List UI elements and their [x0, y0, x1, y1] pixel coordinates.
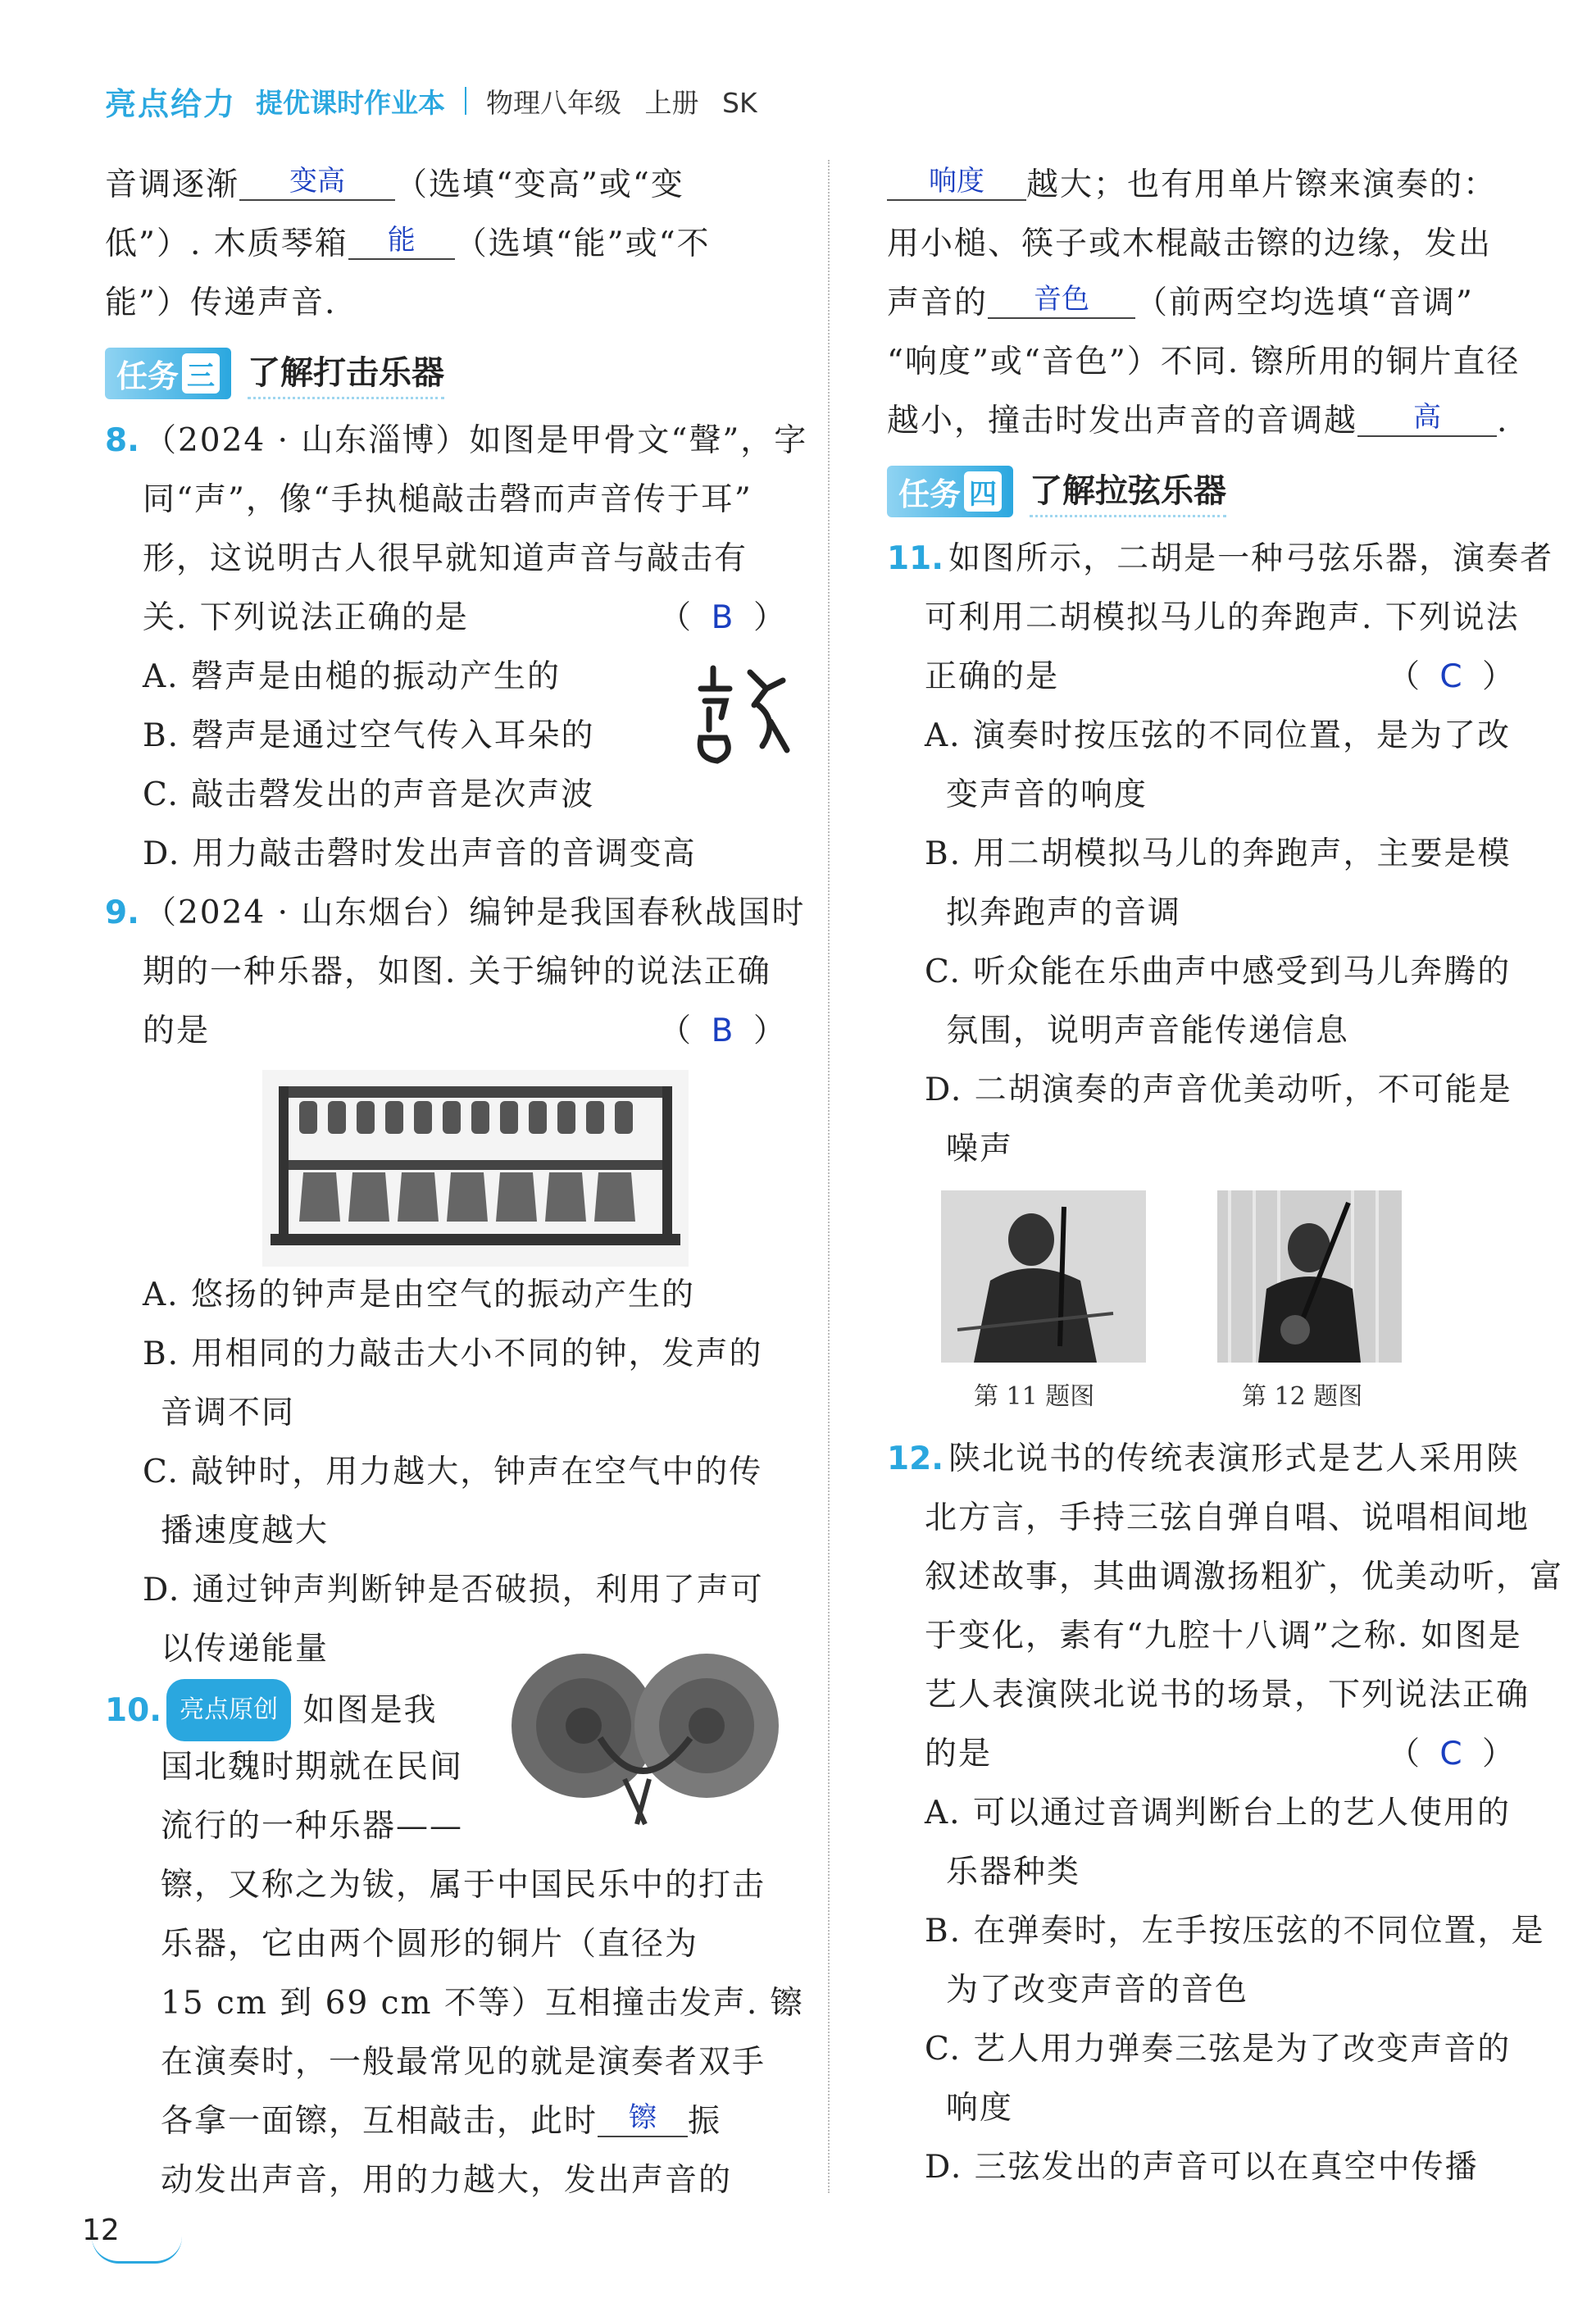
q10-stem-cont: “响度”或“音色”）不同. 镲所用的铜片直径: [887, 344, 1521, 380]
q8-stem: 8. （2024 · 山东淄博）如图是甲骨文“聲”，字: [105, 422, 808, 459]
answer-bracket: （ C ）: [1388, 648, 1514, 707]
q10-stem: 国北魏时期就在民间: [161, 1749, 464, 1786]
q10-stem: 动发出声音，用的力越大，发出声音的: [161, 2162, 733, 2199]
option: A. 悠扬的钟声是由空气的振动产生的: [143, 1276, 695, 1313]
q11-stem: 正确的是 （ C ）: [887, 648, 1514, 707]
answer-bracket: （ B ）: [659, 589, 785, 648]
q10-stem: 镲，又称之为钹，属于中国民乐中的打击: [161, 1867, 766, 1904]
task-header-4: [887, 456, 1514, 526]
question-number: 8.: [105, 422, 139, 459]
q10-stem: 乐器，它由两个圆形的铜片（直径为: [161, 1926, 699, 1963]
q8-stem: 关. 下列说法正确的是 （ B ）: [105, 589, 785, 648]
q8-stem: 形，这说明古人很早就知道声音与敲击有: [143, 540, 748, 577]
answer-blank[interactable]: 高: [1357, 399, 1497, 437]
option: 氛围，说明声音能传递信息: [946, 1012, 1350, 1049]
q12-stem: 的是 （ C ）: [887, 1725, 1514, 1784]
option: 以传递能量: [161, 1631, 330, 1668]
q12-stem: 北方言，手持三弦自弹自唱、说唱相间地: [925, 1499, 1530, 1536]
option: 变声音的响度: [946, 776, 1148, 813]
answer-blank[interactable]: 能: [348, 222, 455, 260]
brand-logo: 亮点给力: [105, 85, 237, 122]
option: 乐器种类: [946, 1854, 1081, 1891]
task-title: 了解拉弦乐器: [1030, 465, 1226, 517]
task-header-3: [105, 338, 785, 408]
figure-caption: 第 12 题图: [1242, 1382, 1363, 1411]
sanxian-photo: [1217, 1190, 1402, 1363]
page-number: 12: [82, 2214, 120, 2247]
answer-blank[interactable]: 变高: [239, 163, 395, 201]
option: D. 通过钟声判断钟是否破损，利用了声可: [143, 1572, 764, 1609]
q12-stem: 叙述故事，其曲调激扬粗犷，优美动听，富: [925, 1559, 1564, 1595]
option: D. 二胡演奏的声音优美动听，不可能是: [925, 1072, 1512, 1108]
q11-stem: 可利用二胡模拟马儿的奔跑声. 下列说法: [925, 599, 1520, 636]
option: C. 敲钟时，用力越大，钟声在空气中的传: [143, 1454, 763, 1490]
answer-bracket: （ B ）: [659, 1002, 785, 1061]
q10-stem-cont: 越小，撞击时发出声音的音调越 高 .: [887, 401, 1509, 439]
question-number: 11.: [887, 540, 944, 577]
original-tag: 亮点原创: [166, 1679, 291, 1741]
option: C. 听众能在乐曲声中感受到马儿奔腾的: [925, 953, 1512, 990]
task-badge: 任务 四: [887, 466, 1013, 517]
book-info: 物理八年级 上册 SK: [486, 86, 757, 119]
option: 播速度越大: [161, 1513, 330, 1549]
bianzhong-figure: [262, 1070, 689, 1267]
option: D. 用力敲击磬时发出声音的音调变高: [143, 835, 697, 872]
option: C. 艺人用力弹奏三弦是为了改变声音的: [925, 2031, 1512, 2068]
option: B. 磬声是通过空气传入耳朵的: [143, 717, 595, 754]
answer-blank[interactable]: 音色: [988, 281, 1135, 319]
option: 响度: [946, 2090, 1014, 2127]
question-number: 9.: [105, 894, 139, 931]
intro-line-3: 能”）传递声音.: [105, 284, 337, 321]
q9-stem: 的是 （ B ）: [105, 1002, 785, 1061]
q12-answer[interactable]: C: [1439, 1736, 1462, 1772]
right-column: [887, 156, 1564, 2197]
q12-stem: 艺人表演陕北说书的场景，下列说法正确: [925, 1677, 1530, 1713]
q8-stem: 同“声”，像“手执槌敲击磬而声音传于耳”: [143, 481, 753, 518]
q10-stem: 10. 亮点原创 如图是我: [105, 1679, 785, 1738]
q11-stem: 11. 如图所示，二胡是一种弓弦乐器，演奏者: [887, 540, 1554, 577]
q9-stem: 9. （2024 · 山东烟台）编钟是我国春秋战国时: [105, 894, 806, 931]
cymbals-figure: [502, 1648, 789, 1828]
q10-stem-cont: 用小槌、筷子或木棍敲击镲的边缘，发出: [887, 225, 1493, 262]
q9-answer[interactable]: B: [711, 1012, 734, 1049]
q10-stem: 15 cm 到 69 cm 不等）互相撞击发声. 镲: [161, 1985, 804, 2022]
q9-stem: 期的一种乐器，如图. 关于编钟的说法正确: [143, 953, 771, 990]
option: 为了改变声音的音色: [946, 1972, 1249, 2009]
page-number-decoration: [92, 2237, 182, 2264]
q8-answer[interactable]: B: [711, 599, 734, 636]
q11-answer[interactable]: C: [1439, 658, 1462, 695]
option: A. 磬声是由槌的振动产生的: [143, 658, 561, 695]
header-divider: [465, 87, 466, 115]
q12-stem: 12. 陕北说书的传统表演形式是艺人采用陕: [887, 1440, 1521, 1477]
q10-stem-cont: 响度 越大；也有用单片镲来演奏的：: [887, 156, 1514, 215]
oracle-bone-character-figure: [689, 656, 795, 771]
option: 音调不同: [161, 1395, 296, 1431]
option: 拟奔跑声的音调: [946, 894, 1182, 931]
option: B. 用相同的力敲击大小不同的钟，发声的: [143, 1336, 763, 1372]
option: A. 可以通过音调判断台上的艺人使用的: [925, 1795, 1511, 1832]
option: B. 在弹奏时，左手按压弦的不同位置，是: [925, 1913, 1545, 1950]
question-number: 10.: [105, 1692, 162, 1729]
option: C. 敲击磬发出的声音是次声波: [143, 776, 595, 813]
erhu-photo: [941, 1190, 1146, 1363]
task-badge: 任务 三: [105, 348, 231, 399]
q10-stem: 在演奏时，一般最常见的就是演奏者双手: [161, 2044, 766, 2081]
answer-bracket: （ C ）: [1388, 1725, 1514, 1784]
answer-blank[interactable]: 镲: [598, 2100, 688, 2137]
option: D. 三弦发出的声音可以在真空中传播: [925, 2149, 1479, 2186]
option: A. 演奏时按压弦的不同位置，是为了改: [925, 717, 1511, 754]
figure-caption: 第 11 题图: [974, 1382, 1095, 1411]
column-divider: [828, 160, 830, 2193]
question-number: 12.: [887, 1440, 944, 1477]
intro-line-1: 音调逐渐 变高 （选填“变高”或“变: [105, 165, 684, 203]
q10-stem-cont: 声音的 音色 （前两空均选填“音调”: [887, 283, 1474, 321]
page-header: [105, 78, 757, 124]
answer-blank[interactable]: 响度: [887, 163, 1026, 201]
q12-stem: 于变化，素有“九腔十八调”之称. 如图是: [925, 1618, 1522, 1654]
option: B. 用二胡模拟马儿的奔跑声，主要是模: [925, 835, 1512, 872]
q10-stem: 流行的一种乐器——: [161, 1808, 464, 1845]
book-subtitle: 提优课时作业本: [256, 86, 446, 119]
intro-line-2: 低”）. 木质琴箱 能 （选填“能”或“不: [105, 224, 711, 262]
task-title: 了解打击乐器: [248, 347, 444, 399]
q10-stem: 各拿一面镲，互相敲击，此时 镲 振: [161, 2101, 722, 2140]
option: 噪声: [946, 1131, 1014, 1167]
